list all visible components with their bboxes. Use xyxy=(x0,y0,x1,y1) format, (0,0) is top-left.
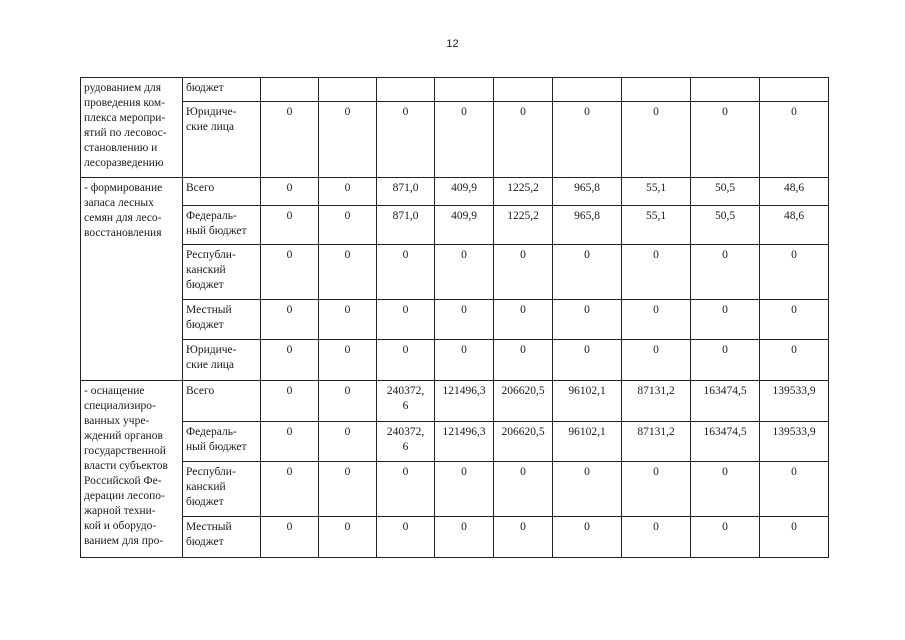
value-cell xyxy=(261,102,319,178)
value-cell xyxy=(622,422,691,462)
value-line: 1225,2 xyxy=(507,182,539,194)
value-cell xyxy=(261,245,319,300)
value-line: 0 xyxy=(520,344,526,356)
value-line: 0 xyxy=(791,304,797,316)
value-line: 0 xyxy=(791,249,797,261)
value-cell xyxy=(377,78,435,102)
measure-line: ждений органов xyxy=(84,430,163,442)
value-cell xyxy=(553,340,622,381)
value-line: 55,1 xyxy=(645,210,667,222)
value-cell xyxy=(494,381,553,422)
value-line: 240372, xyxy=(386,426,425,438)
value-line: 0 xyxy=(344,304,351,316)
value-line: 0 xyxy=(286,426,293,438)
value-line: 139533,9 xyxy=(772,385,816,397)
value-cell xyxy=(377,102,435,178)
value-cell xyxy=(691,245,760,300)
measure-line: кой и оборудо- xyxy=(84,520,157,532)
value-line: 0 xyxy=(402,249,409,261)
value-line: 50,5 xyxy=(714,182,736,194)
source-line: бюджет xyxy=(186,279,224,291)
value-cell xyxy=(494,300,553,340)
value-line: 0 xyxy=(461,249,467,261)
value-cell xyxy=(622,300,691,340)
source-line: Федераль- xyxy=(186,426,237,438)
funding-source-cell xyxy=(183,78,261,102)
measure-line: ятий по лесовос- xyxy=(84,127,167,139)
value-cell xyxy=(377,462,435,517)
table-row xyxy=(81,340,829,381)
value-cell xyxy=(622,517,691,558)
value-line: 0 xyxy=(520,106,526,118)
value-cell xyxy=(319,78,377,102)
funding-source-cell xyxy=(183,102,261,178)
value-line: 139533,9 xyxy=(772,426,816,438)
value-cell xyxy=(319,206,377,245)
value-cell xyxy=(319,102,377,178)
source-line: бюджет xyxy=(186,319,224,331)
value-line: 0 xyxy=(791,466,797,478)
value-cell xyxy=(622,102,691,178)
value-line: 0 xyxy=(344,106,351,118)
value-cell xyxy=(494,245,553,300)
value-line: 0 xyxy=(344,249,351,261)
table-row xyxy=(81,381,829,422)
value-line: 0 xyxy=(520,304,526,316)
value-line: 0 xyxy=(344,210,351,222)
value-line: 163474,5 xyxy=(703,426,747,438)
value-line: 0 xyxy=(722,344,728,356)
budget-table xyxy=(80,77,829,558)
value-line: 0 xyxy=(653,344,659,356)
value-line: 0 xyxy=(402,344,409,356)
value-cell xyxy=(553,178,622,206)
value-line: 871,0 xyxy=(392,182,419,194)
value-cell xyxy=(760,517,829,558)
funding-source-cell xyxy=(183,245,261,300)
value-cell xyxy=(760,381,829,422)
measure-cell xyxy=(81,178,183,381)
measure-line: ванием для про- xyxy=(84,535,164,547)
value-line: 0 xyxy=(344,344,351,356)
value-line: 0 xyxy=(584,521,590,533)
value-cell xyxy=(261,206,319,245)
value-line: 0 xyxy=(791,521,797,533)
value-cell xyxy=(622,206,691,245)
value-line: 0 xyxy=(286,344,293,356)
value-line: 121496,3 xyxy=(442,426,486,438)
value-cell xyxy=(691,178,760,206)
value-cell xyxy=(261,422,319,462)
value-line: 96102,1 xyxy=(568,426,606,438)
measure-line: становлению и xyxy=(84,142,158,154)
value-line: 87131,2 xyxy=(637,385,675,397)
value-line: 0 xyxy=(344,466,351,478)
value-cell xyxy=(319,245,377,300)
value-cell xyxy=(435,300,494,340)
value-cell xyxy=(691,300,760,340)
value-line: 0 xyxy=(722,521,728,533)
funding-source-cell xyxy=(183,300,261,340)
source-line: бюджет xyxy=(186,82,224,94)
value-line: 965,8 xyxy=(574,210,600,222)
value-cell xyxy=(435,517,494,558)
value-cell xyxy=(261,340,319,381)
value-cell xyxy=(319,178,377,206)
funding-source-cell xyxy=(183,340,261,381)
source-line: Юридиче- xyxy=(186,106,237,118)
value-cell xyxy=(691,206,760,245)
value-cell xyxy=(760,102,829,178)
value-cell xyxy=(377,245,435,300)
value-line: 87131,2 xyxy=(637,426,675,438)
measure-line: восстановления xyxy=(84,227,162,239)
source-line: Республи- xyxy=(186,249,236,261)
table-row xyxy=(81,206,829,245)
value-line: 0 xyxy=(520,466,526,478)
value-cell xyxy=(261,178,319,206)
value-line: 0 xyxy=(402,106,409,118)
value-cell xyxy=(691,462,760,517)
value-line: 0 xyxy=(344,426,351,438)
value-line: 0 xyxy=(584,304,590,316)
value-line: 0 xyxy=(584,249,590,261)
value-cell xyxy=(553,78,622,102)
value-cell xyxy=(377,206,435,245)
value-cell xyxy=(494,422,553,462)
table-row xyxy=(81,245,829,300)
value-line: 121496,3 xyxy=(442,385,486,397)
value-cell xyxy=(494,206,553,245)
value-cell xyxy=(622,340,691,381)
funding-source-cell xyxy=(183,178,261,206)
value-cell xyxy=(261,517,319,558)
measure-line: - оснащение xyxy=(84,385,145,397)
measure-line: лесоразведению xyxy=(84,157,164,169)
table-row xyxy=(81,78,829,102)
value-cell xyxy=(622,245,691,300)
page-number: 12 xyxy=(446,38,459,50)
value-line: 0 xyxy=(461,344,467,356)
value-cell xyxy=(760,245,829,300)
value-line: 48,6 xyxy=(783,182,805,194)
value-cell xyxy=(691,381,760,422)
value-cell xyxy=(319,300,377,340)
value-line: 409,9 xyxy=(451,182,477,194)
value-cell xyxy=(760,462,829,517)
value-cell xyxy=(691,102,760,178)
value-cell xyxy=(435,245,494,300)
value-cell xyxy=(760,340,829,381)
value-line: 0 xyxy=(286,210,293,222)
measure-line: - формирование xyxy=(84,182,163,194)
value-cell xyxy=(553,422,622,462)
value-line: 0 xyxy=(344,521,351,533)
value-line: 0 xyxy=(461,521,467,533)
value-line: 0 xyxy=(286,106,293,118)
value-cell xyxy=(691,78,760,102)
value-cell xyxy=(494,78,553,102)
source-line: канский xyxy=(186,264,226,276)
value-cell xyxy=(377,381,435,422)
value-cell xyxy=(622,178,691,206)
source-line: Всего xyxy=(186,385,215,397)
value-line: 0 xyxy=(722,304,728,316)
source-line: ный бюджет xyxy=(186,441,247,453)
value-cell xyxy=(377,422,435,462)
source-line: Всего xyxy=(186,182,215,194)
table-row xyxy=(81,422,829,462)
value-line: 206620,5 xyxy=(501,426,545,438)
value-cell xyxy=(319,340,377,381)
source-line: канский xyxy=(186,481,226,493)
value-cell xyxy=(377,178,435,206)
funding-source-cell xyxy=(183,422,261,462)
value-cell xyxy=(494,102,553,178)
table-row xyxy=(81,462,829,517)
value-cell xyxy=(622,78,691,102)
measure-line: рудованием для xyxy=(84,82,162,94)
value-cell xyxy=(622,462,691,517)
value-line: 50,5 xyxy=(714,210,736,222)
value-cell xyxy=(494,178,553,206)
measure-line: дерации лесопо- xyxy=(84,490,165,502)
table-row xyxy=(81,178,829,206)
value-cell xyxy=(261,300,319,340)
value-cell xyxy=(494,340,553,381)
value-cell xyxy=(319,422,377,462)
table-row xyxy=(81,102,829,178)
value-cell xyxy=(261,381,319,422)
source-line: Юридиче- xyxy=(186,344,237,356)
table-row xyxy=(81,300,829,340)
funding-source-cell xyxy=(183,381,261,422)
value-line: 0 xyxy=(402,304,409,316)
value-line: 48,6 xyxy=(783,210,805,222)
measure-line: государственной xyxy=(84,445,166,457)
value-cell xyxy=(435,422,494,462)
funding-source-cell xyxy=(183,206,261,245)
value-line: 0 xyxy=(286,521,293,533)
value-line: 0 xyxy=(344,385,351,397)
value-cell xyxy=(435,102,494,178)
value-cell xyxy=(760,300,829,340)
value-line: 965,8 xyxy=(574,182,600,194)
value-cell xyxy=(553,206,622,245)
value-line: 0 xyxy=(402,466,409,478)
value-cell xyxy=(435,340,494,381)
measure-line: жарной техни- xyxy=(84,505,156,517)
value-cell xyxy=(691,340,760,381)
value-line: 0 xyxy=(520,521,526,533)
value-line: 206620,5 xyxy=(501,385,545,397)
source-line: ный бюджет xyxy=(186,225,247,237)
value-line: 0 xyxy=(584,466,590,478)
measure-line: проведения ком- xyxy=(84,97,166,109)
value-line: 0 xyxy=(344,182,351,194)
measure-line: специализиро- xyxy=(84,400,156,412)
value-cell xyxy=(553,381,622,422)
value-cell xyxy=(435,381,494,422)
value-line: 409,9 xyxy=(451,210,477,222)
value-cell xyxy=(691,517,760,558)
source-line: ские лица xyxy=(186,359,234,371)
value-line: 55,1 xyxy=(645,182,667,194)
value-line: 0 xyxy=(286,304,293,316)
value-line: 0 xyxy=(286,182,293,194)
measure-line: Российской Фе- xyxy=(84,475,162,487)
value-cell xyxy=(319,381,377,422)
value-cell xyxy=(435,462,494,517)
value-line: 0 xyxy=(402,521,409,533)
value-cell xyxy=(553,517,622,558)
value-line: 0 xyxy=(584,106,590,118)
measure-line: семян для лесо- xyxy=(84,212,162,224)
value-line: 0 xyxy=(722,249,728,261)
source-line: Республи- xyxy=(186,466,236,478)
value-line: 0 xyxy=(461,466,467,478)
value-line: 0 xyxy=(653,521,659,533)
measure-line: плекса меропри- xyxy=(84,112,166,124)
value-line: 0 xyxy=(722,466,728,478)
measure-cell xyxy=(81,381,183,558)
value-cell xyxy=(622,381,691,422)
value-line: 0 xyxy=(653,106,659,118)
table-row xyxy=(81,517,829,558)
value-cell xyxy=(553,102,622,178)
value-line: 871,0 xyxy=(392,210,419,222)
value-line: 0 xyxy=(584,344,590,356)
value-cell xyxy=(319,462,377,517)
value-cell xyxy=(435,78,494,102)
value-line: 6 xyxy=(402,400,409,412)
value-cell xyxy=(494,462,553,517)
value-cell xyxy=(553,462,622,517)
value-line: 0 xyxy=(791,106,797,118)
value-line: 0 xyxy=(653,466,659,478)
measure-line: власти субъектов xyxy=(84,460,168,472)
source-line: Местный xyxy=(186,304,232,316)
value-cell xyxy=(261,78,319,102)
value-cell xyxy=(553,300,622,340)
value-cell xyxy=(377,517,435,558)
value-line: 96102,1 xyxy=(568,385,606,397)
value-cell xyxy=(377,300,435,340)
value-cell xyxy=(553,245,622,300)
source-line: Федераль- xyxy=(186,210,237,222)
value-line: 0 xyxy=(520,249,526,261)
value-cell xyxy=(435,178,494,206)
measure-cell xyxy=(81,78,183,178)
funding-source-cell xyxy=(183,462,261,517)
value-line: 0 xyxy=(791,344,797,356)
value-cell xyxy=(760,178,829,206)
value-line: 0 xyxy=(653,249,659,261)
value-line: 0 xyxy=(722,106,728,118)
source-line: ские лица xyxy=(186,121,234,133)
source-line: бюджет xyxy=(186,536,224,548)
measure-line: ванных учре- xyxy=(84,415,150,427)
value-line: 0 xyxy=(461,106,467,118)
value-line: 240372, xyxy=(386,385,425,397)
measure-line: запаса лесных xyxy=(84,197,154,209)
value-line: 0 xyxy=(286,385,293,397)
value-line: 0 xyxy=(653,304,659,316)
value-line: 0 xyxy=(461,304,467,316)
value-line: 6 xyxy=(402,441,409,453)
value-cell xyxy=(261,462,319,517)
value-cell xyxy=(760,206,829,245)
value-cell xyxy=(691,422,760,462)
source-line: бюджет xyxy=(186,496,224,508)
value-cell xyxy=(760,422,829,462)
value-cell xyxy=(760,78,829,102)
value-cell xyxy=(435,206,494,245)
value-line: 0 xyxy=(286,249,293,261)
value-line: 1225,2 xyxy=(507,210,539,222)
value-cell xyxy=(494,517,553,558)
source-line: Местный xyxy=(186,521,232,533)
value-line: 0 xyxy=(286,466,293,478)
value-line: 163474,5 xyxy=(703,385,747,397)
value-cell xyxy=(377,340,435,381)
funding-source-cell xyxy=(183,517,261,558)
value-cell xyxy=(319,517,377,558)
